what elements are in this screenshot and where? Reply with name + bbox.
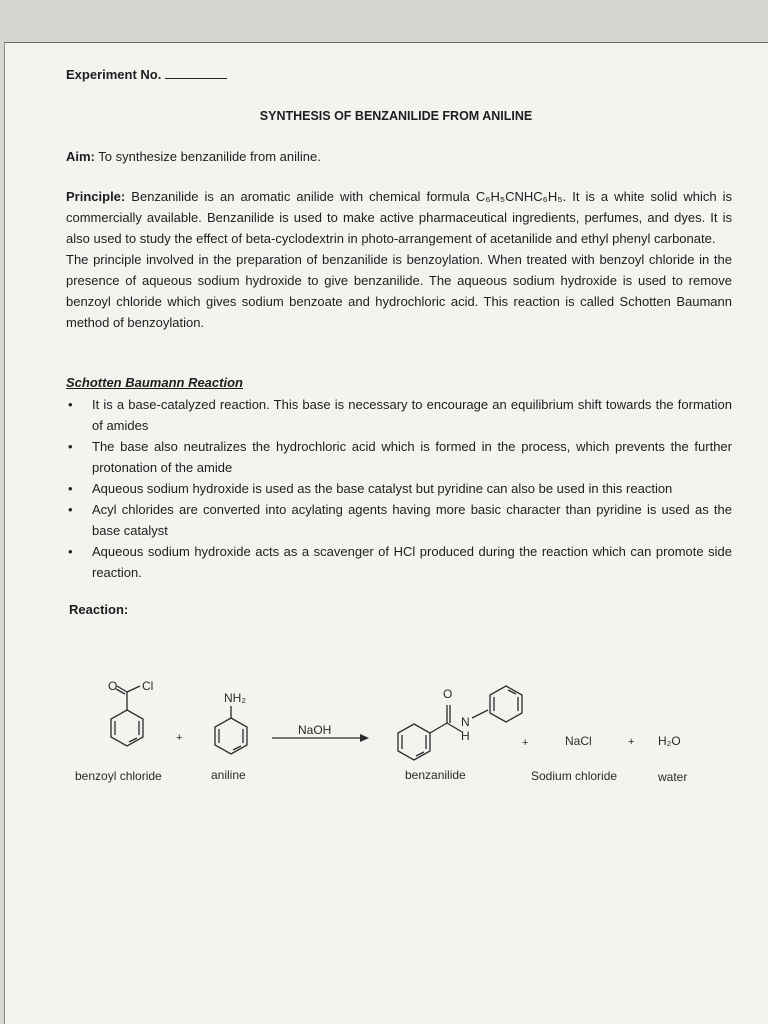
aim-text: To synthesize benzanilide from aniline. (94, 149, 321, 164)
principle-label: Principle: (66, 189, 126, 204)
sodium-chloride-name: Sodium chloride (531, 769, 618, 783)
reagent-label: NaOH (298, 723, 332, 737)
principle-text-b: . It is a white solid which is commercially available. Benzanilide is used to make active pharmaceutical ingredients, perfumes, and dyes. It is also used to study the effect of beta-cyclodextrin in photo-arrangement of acetanilide and ethyl phenyl carbonate. (66, 189, 733, 246)
list-item: • The base also neutralizes the hydrochloric acid which is formed in the process, which prevents the further protonation of the amide (66, 436, 732, 478)
aniline-structure (215, 706, 247, 754)
atom-label: O (108, 679, 118, 693)
plus-sign: + (176, 732, 183, 744)
water-formula: H₂O (658, 734, 681, 748)
experiment-label: Experiment No. (66, 67, 162, 82)
atom-label: Cl (142, 679, 154, 693)
atom-label: N (461, 715, 470, 729)
principle-text-a: Benzanilide is an aromatic anilide with chemical formula (125, 189, 476, 204)
arrow-head (360, 734, 369, 742)
document-title: SYNTHESIS OF BENZANILIDE FROM ANILINE (259, 109, 533, 123)
list-item: • It is a base-catalyzed reaction. This base is necessary to encourage an equilibrium shift towards the formation of amides (66, 394, 732, 436)
benzoyl-chloride-name: benzoyl chloride (75, 769, 162, 783)
benzanilide-name: benzanilide (405, 768, 466, 782)
water-name: water (658, 770, 688, 784)
atom-label: NH₂ (224, 691, 246, 705)
aim-label: Aim: (66, 149, 95, 164)
principle-formula: C₆H₅CNHC₆H₅ (475, 189, 563, 204)
atom-label: O (443, 687, 453, 701)
list-item: • Aqueous sodium hydroxide is used as the base catalyst but pyridine can also be used in this reaction (66, 478, 732, 499)
plus-sign: + (628, 736, 635, 748)
principle-paragraph-2: The principle involved in the preparation of benzanilide is benzoylation. When treated with benzoyl chloride in the presence of aqueous sodium hydroxide to give benzanilide. The aqueous sodium hydroxide is used to remove benzoyl chloride which gives sodium benzoate and hydrochloric acid. This reaction is called Schotten Baumann method of benzoylation. (66, 252, 732, 330)
benzoyl-chloride-structure (111, 686, 143, 746)
atom-label: H (461, 729, 470, 743)
list-item: • Acyl chlorides are converted into acylating agents having more basic character than pyridine is used as the base catalyst (66, 499, 732, 541)
reaction-heading: Reaction: (69, 602, 129, 617)
schotten-baumann-heading: Schotten Baumann Reaction (66, 375, 243, 390)
plus-sign: + (522, 737, 529, 749)
list-item: • Aqueous sodium hydroxide acts as a scavenger of HCl produced during the reaction which can promote side reaction. (66, 541, 732, 583)
sodium-chloride-formula: NaCl (565, 734, 592, 748)
benzanilide-structure (398, 686, 522, 760)
aniline-name: aniline (211, 768, 246, 782)
